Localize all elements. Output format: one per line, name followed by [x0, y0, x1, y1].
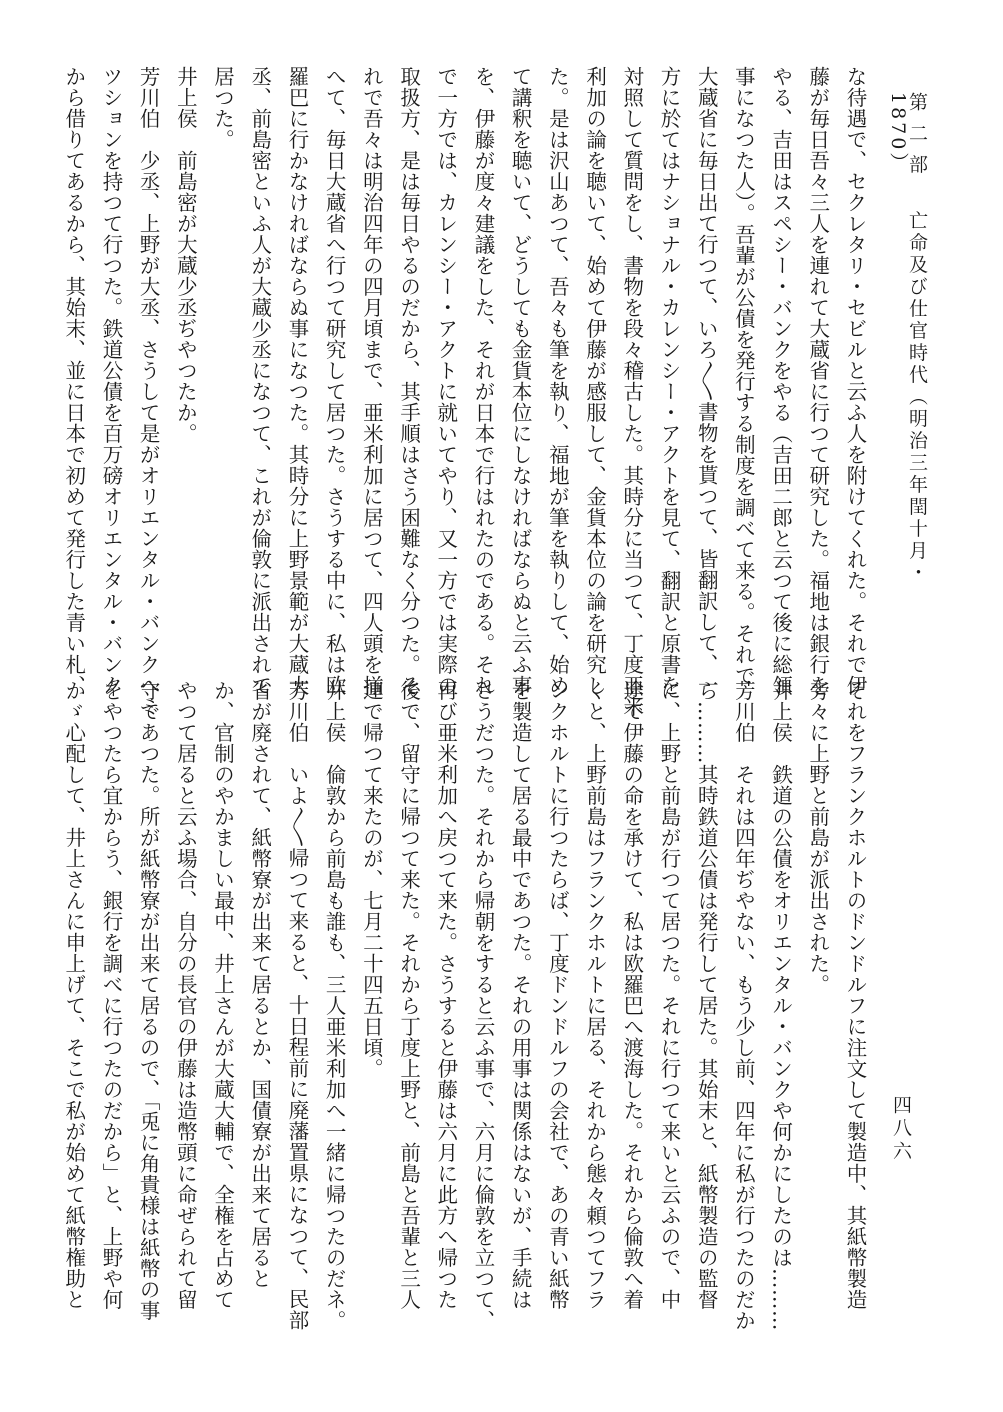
- text-line: ら………其時鉄道公債は発行して居た。其始末と、紙幣製造の監督: [694, 680, 719, 1310]
- chapter-title: 亡命及び仕官時代: [906, 210, 928, 387]
- running-header: [888, 92, 926, 652]
- lower-text-block: [55, 680, 873, 1345]
- text-line: て講釈を聴いて、どうしても金貨本位にしなければならぬと云ふ事: [508, 66, 533, 696]
- text-line: 省が廃されて、紙幣寮が出来て居るとか、国債寮が出来て居ると: [247, 680, 272, 1289]
- text-line: 居つた。: [210, 66, 235, 150]
- text-line: 後で、留守に帰つて来た。それから丁度上野と、前島と吾輩と三人: [396, 680, 421, 1310]
- speaker-line-inoue: 井上侯 鉄道の公債をオリエンタル・バンクや何かにしたのは………: [768, 680, 793, 1331]
- text-line: 利加の論を聴いて、始めて伊藤が感服して、金貨本位の論を研究し: [582, 66, 607, 696]
- text-line: をやつたら宜からう、銀行を調べに行つたのだから」と、上野や何: [98, 680, 123, 1310]
- text-line: 旁々に上野と前島が派出された。: [805, 680, 830, 995]
- text-line: やる、吉田はスペシー・バンクをやる（吉田二郎と云つて後に総領: [768, 66, 793, 696]
- text-line: れで吾々は明治四年の四月頃まで、亜米利加に居つて、四人頭を揃: [359, 66, 384, 696]
- text-line: かゞ心配して、井上さんに申上げて、そこで私が始めて紙幣権助と: [61, 680, 86, 1310]
- text-line: やつて居ると云ふ場合、自分の長官の伊藤は造幣頭に命ぜられて留: [173, 680, 198, 1310]
- upper-text-block: [55, 66, 873, 717]
- text-line: た。是は沢山あつて、吾々も筆を執り、福地が筆を執りして、始め: [545, 66, 570, 696]
- text-line: それをフランクホルトのドンドルフに注文して製造中、其紙幣製造: [843, 680, 867, 1310]
- text-line: な待遇で、セクレタリ・セビルと云ふ人を附けてくれた。それで伊: [843, 66, 867, 696]
- text-line: 羅巴に行かなければならぬ事になつた。其時分に上野景範が大蔵大: [284, 66, 309, 696]
- text-line: 対照して質問をし、書物を段々稽古した。其時分に当つて、丁度亜米: [619, 66, 644, 717]
- text-line: を製造して居る最中であつた。それの用事は関係はないが、手続は: [508, 680, 533, 1310]
- text-line: ンクホルトに行つたらば、丁度ドンドルフの会社で、あの青い紙幣: [545, 680, 570, 1310]
- text-line: を、伊藤が度々建議をした、それが日本で行はれたのである。それ: [470, 66, 495, 696]
- text-line: 再び亜米利加へ戻つて来た。さうすると伊藤は六月に此方へ帰つた: [433, 680, 458, 1310]
- text-line: から借りてあるから、其始末、並に日本で初めて発行した青い札、: [61, 66, 86, 696]
- text-line: 連で帰つて来たのが、七月二十四五日頃。: [359, 680, 384, 1079]
- text-line: 藤が毎日吾々三人を連れて大蔵省に行つて研究した。福地は銀行を: [805, 66, 830, 696]
- speaker-line-yoshikawa: 芳川伯 それは四年ぢやない、もう少し前、四年に私が行つたのだか: [731, 680, 756, 1331]
- text-line: 方に於てはナショナル・カレンシー・アクトを見て、翻訳と原書を: [656, 66, 681, 696]
- text-line: 事になつた人）。吾輩が公債を発行する制度を調べて来る。それで: [731, 66, 756, 686]
- text-line: ツションを持つて行つた。鉄道公債を百万磅オリエンタル・バンク: [98, 66, 123, 696]
- text-line: さうだつた。それから帰朝をすると云ふ事で、六月に倫敦を立つて、: [470, 680, 495, 1331]
- speaker-line-inoue: 井上侯 倫敦から前島も誰も、三人亜米利加へ一緒に帰つたのだネ。: [322, 680, 347, 1331]
- text-line: か、官制のやかましい最中、井上さんが大蔵大輔で、全権を占めて: [210, 680, 235, 1310]
- text-line: くと、上野前島はフランクホルトに居る、それから態々頼つてフラ: [582, 680, 607, 1310]
- text-line: 守であつた。所が紙幣寮が出来て居るので、「兎に角貴様は紙幣の事: [136, 680, 161, 1321]
- speaker-line-yoshikawa: 芳川伯 いよ〳〵帰つて来ると、十日程前に廃藩置県になつて、民部: [284, 680, 309, 1331]
- text-line: で一方では、カレンシー・アクトに就いてやり、又一方では実際の: [433, 66, 458, 696]
- text-line: 取扱方、是は毎日やるのだから、其手順はさう困難なく分つた。そ: [396, 66, 421, 696]
- text-line: へて、毎日大蔵省へ行つて研究して居つた。さうする中に、私は欧: [322, 66, 347, 696]
- text-line: 途で伊藤の命を承けて、私は欧羅巴へ渡海した。それから倫敦へ着: [619, 680, 644, 1310]
- page-number: 四八六: [890, 1095, 912, 1164]
- part-label: 第 二 部: [906, 92, 928, 177]
- period-label: （明治三年閏十月・1870）: [887, 92, 928, 585]
- speaker-line-inoue: 井上侯 前島密が大蔵少丞ぢやつたか。: [173, 66, 198, 444]
- speaker-line-yoshikawa: 芳川伯 少丞、上野が大丞、さうして是がオリエンタル・バンクへミ: [136, 66, 161, 717]
- text-line: に、上野と前島が行つて居つた。それに行つて来いと云ふので、中: [656, 680, 681, 1310]
- text-line: 丞、前島密といふ人が大蔵少丞になつて、これが倫敦に派出されて: [247, 66, 272, 696]
- text-line: 大蔵省に毎日出て行つて、いろ〳〵書物を貰つて、皆翻訳して、一: [694, 66, 719, 696]
